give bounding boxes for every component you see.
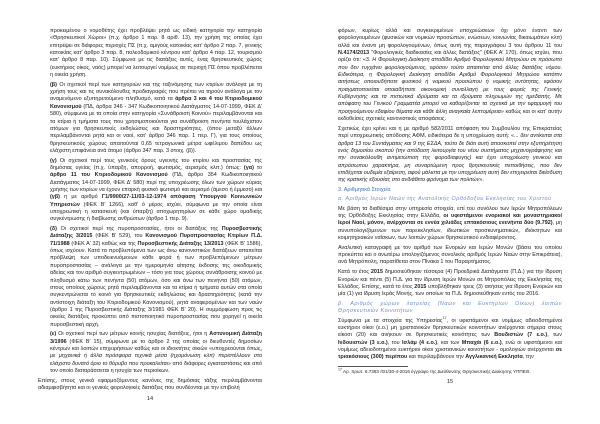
bold-text: Ινδουιστών (3 ε.ο.) bbox=[338, 339, 388, 346]
italic-text: δεν αντίκειται στα άρθρα 13 του Συντάγματος και 9 της ΕΣΔΑ, τούτο δε διότι αυτή αποσκοπεί στην εξυπηρέτηση ενός δημοσίου σκοπού (την απόδοση λειτουργία του νέου συστήματος μηχανογράφησης και την συνακόλουθη αντιμετώπιση της φοροδιαφυγής) και έχει υποχρέωση γενικού και απρόσωπου χαρακτήρα, μη συναρτώμενη προς θρησκευτικές πεποιθήσεις, που δεν επιδέχεται ουδεμία εξαίρεση, αφού μάλιστα με την υποχρέωση αυτή δεν επιχειρείται διείσδυση της κρατικής εξουσίας στο ανδιάθετο φρόνημα των πολιτών bbox=[338, 133, 563, 184]
paragraph bbox=[338, 28, 562, 123]
text-run: Οι σχετικοί περί τους γενικούς όρους υγιεινής του κτιρίου και προστασίας της δημόσιας υγείας (π.χ. ύπαρξη, απορροή, φωτισμός, αερισμός κλπ.) όπως: bbox=[50, 157, 262, 171]
footnote-separator bbox=[338, 366, 408, 367]
page-body bbox=[338, 28, 562, 362]
text-run: και περιλαμβάνουν την bbox=[407, 354, 466, 361]
paragraph bbox=[38, 82, 262, 155]
text-run: υποβλήθηκαν τρεις (3) αιτήσεις για ίδρυση Ενοριών και μία (1) για ίδρυση Ιεράς Μονής, των οποίων τα Π.Δ. δημοσιεύθηκαν εντός του 2016. bbox=[338, 283, 562, 298]
text-run: το bbox=[253, 164, 263, 171]
text-run: Αναλυτική καταγραφή με τον αριθμό των Ενοριών και Ιερών Μονών (βάσει του οποίου προκύπτει και ο ανωτέρω υπολογιζόμενος συνολικός αριθμός Ιερών Ναών στην Επικράτεια), ανά Μητρόπολη, παρατίθεται στον Πίνακα 1 του Παραρτήματος. bbox=[338, 244, 562, 266]
text-run: (ΦΕΚ Β' 1586), όπως ισχύουν. Κατά τα προβλεπόμενα των ως άνω κανονιστικών διατάξεων απαιτείται πρόβλεψη των υποδεικνυόμενων κάθε φορά ή των προβλεπόμενων μέτρων πυροπροστασίας – ανάλογα με την ημερομηνία αίτησης έκδοσης της οικοδομικής αδείας και τον αριθμό συγκεντρωμένων – τόσο για τους χώρους συνάθροισης κοινού με πληθυσμό κάτω των πενήντα (50) ατόμων, όσο και άνω των πενήντα (50) ατόμων, στους οποίους χώρους ρητά περιλαμβάνονται και τα κτίρια ή τμήματα αυτών στα οποία συγκεντρώνεται το κοινό για θρησκευτικές εκδηλώσεις και δραστηριότητες (κατά την αντίστοιχη διάταξη του Κτιριοδομικού Κανονισμού), ρητά αναφερομένων και των ναών (άρθρο 1 της Πυροσβεστικής Διάταξης 3/1981 ΦΕΚ Β' 20). Η συμμόρφωση προς τις οικείες διατάξεις προκύπτει από πιστοποιητικό πυροπροστασίας που χορηγεί η οικεία πυροσβεστική αρχή. bbox=[50, 240, 262, 328]
bold-text: άρθρα 3 και 4 του Κτιριοδομικού Κανονισμού bbox=[50, 96, 262, 110]
paragraph bbox=[338, 269, 562, 298]
text-run: (ΦΕΚ Β' 15), σύμφωνα με το άρθρο 2 της οποίας οι διευθυντές δημοσίων κέντρων και λοιπών επιχειρήσεων καθώς και οι ιδιοκτήτες οικιών «υποχρεούνται όπως, bbox=[50, 338, 262, 352]
bold-text: (γα) bbox=[243, 164, 254, 171]
text-run: Με βάση τα διαθέσιμα στην υπηρεσία στοιχεία, επί του συνόλου των Ιερών Μητροπόλεων της Ορθόδοξης Εκκλησίας στην Ελλάδα, bbox=[338, 205, 562, 220]
footnote bbox=[338, 369, 562, 375]
bold-text: Γ1/9900/27-11/03-12-1974 απόφαση Υπουργού Κοινωνικών Υπηρεσιών bbox=[50, 194, 262, 208]
bold-text: (γ) bbox=[50, 157, 57, 164]
text-run: » καθώς και οι κατ' αυτήν εκδοθείσες σχετικές κανονιστικές αποφάσεις. bbox=[338, 108, 562, 123]
bold-text: Κανονισμού Πυροπροστασίας Κτιρίων Π.Δ. 71/1988 bbox=[50, 233, 263, 247]
paragraph bbox=[38, 158, 262, 224]
text-run: Οι σχετικοί περί των κατηγοριών και της ταξινόμησης των κτιρίων ανάλογα με τη χρήση τους και τις συνακόλουθες προδιαγραφές που πρέπει να τηρούν ανάλογα με τον αναμενόμενο εξυπηρετούμενο πληθυσμό, κατά τα bbox=[50, 81, 262, 103]
page-body bbox=[38, 28, 262, 392]
text-run: δημοσιεύθηκαν τέσσερα (4) Προεδρικά Διατάγματα (Π.Δ.) για την ίδρυση Ενοριών και πέντε (5) Π.Δ. για την ίδρυση Ιερών Μονών σε Μητροπόλεις της Εκκλησίας της Ελλάδος. Επίσης, κατά το έτος bbox=[338, 269, 562, 290]
section-heading bbox=[338, 196, 562, 203]
text-run: » από διάφορες εγκαταστάσεις και από τον οποίο διαταράσσεται η ησυχία των περιοίκων. bbox=[50, 360, 262, 375]
bold-text: σε τριακόσιους (300) περίπου bbox=[338, 347, 562, 361]
text-run: (ΠΔ, άρθρο 354 Κωδικοποιητικού Διατάγματος 14-07-1999, ΦΕΚ Δ' 580) περί της υποχρέωσης όλων των χώρων κύριας χρήσης των κτιρίων να έχουν επαρκή φυσικό φωτισμό και αερισμό (άμεσο ή έμμεσο) και bbox=[50, 172, 262, 193]
section-heading bbox=[338, 301, 562, 316]
text-run: (ΦΕΚ Β' 1266), καθ' ό μέρος ισχύει, σύμφωνα με την οποία είναι υποχρεωτική η κατασκευή (και ύπαρξη) αποχωρητηρίων σε κάθε χώρο ομαδικής συγκέντρωσης ή διαβίωσης ανθρώπων (άρθρο 1 περ. 9). bbox=[50, 201, 262, 223]
page-15 bbox=[338, 28, 562, 386]
bold-text: Ν.4174/2013 bbox=[338, 50, 370, 57]
text-run: Σχετικώς έχει κρίνει και η με αριθμό 582/2011 απόφαση του Συμβουλίου της Επικρατείας περί υποχρεωτικής απόδοσης ΑΦΜ, ειδικότερα δε η υποχρέωση αυτή: «... bbox=[338, 125, 562, 140]
text-run: Οι σχετικοί περί των μέτρων κοινής ησυχίας διατάξεις, ήτοι η bbox=[56, 331, 210, 338]
bold-text: 2015 bbox=[370, 269, 383, 276]
footnote-text: Αρ. πρωτ. 6.7383 /Θ1/30-4-2016 έγγραφο της Διεύθυνσης Θρησκευτικής Διοίκησης ΥΠΠΕΘ. bbox=[342, 368, 531, 374]
text-run: , ενώ οι υφιστάμενοι και νομίμως αδειοδοτημένοι ευκτήριοι οίκοι χριστιανικών κοινοτήτων - ομολογιών ανέρχονται bbox=[338, 339, 562, 354]
text-run: , την bbox=[522, 354, 534, 361]
text-run: φόρων, κυρίως αλλά και συγκεκριμένων υποχρεώσεων όχι μόνο έναντι των φορολογουμένων (φυσικών και νομικών προσώπων, ενώσεων, κοινωνίας δικαιωμάτων κλπ) αλλά και έναντι μη φορολογουμένων, όπως αυτή της παραγράφου 3 του άρθρου 11 του bbox=[338, 28, 562, 49]
text-run: , οι υφιστάμενοι και νομίμως αδειοδοτημένοι ευκτήριοι οίκοι (ε.ο.) μη χριστιανικών θρησκευτικών κοινοτήτων ανέρχονται σήμερα στους είκοσι (20) και ανήκουν σε θρησκευτικές κοινότητες των bbox=[338, 317, 562, 339]
bold-text: άρθρο 11 του Κτιριοδομικού Κανονισμού bbox=[50, 172, 168, 179]
bold-text: Πυροσβεστικής Διάταξης 13/2013 bbox=[137, 240, 224, 247]
bold-text: Αστυνομική Διάταξη 3/1996 bbox=[50, 331, 262, 345]
bold-text: οι υφιστάμενοι ενοριακοί και μοναστηριακοί Ιεροί Ναοί, μόνον, ανέρχονται σε εννέα χιλιάδες επτακόσιους ενενήντα δύο (9.792) bbox=[338, 213, 562, 227]
text-run: "Φορολογικές διαδικασίες και άλλες διατάξεις" (ΦΕΚ Α' 170), όπως ισχύει, που ορίζει ότι: «3. bbox=[338, 50, 562, 64]
text-run: Οι σχετικοί περί της πυροπροστασίας, ήτοι οι διατάξεις της bbox=[56, 226, 222, 233]
page-14 bbox=[38, 28, 262, 404]
bold-text: (β) bbox=[50, 81, 57, 88]
text-run: Σύμφωνα με τα στοιχεία της Υπηρεσίας bbox=[338, 317, 443, 324]
paragraph bbox=[38, 378, 262, 393]
paragraph bbox=[338, 245, 562, 267]
text-run: (ΠΔ, άρθρα 346 - 347 Κωδικοποιητικού Διατάγματος 14-07-1999, ΦΕΚ Δ' 580), σύμφωνα με τα οποία στην κατηγορία «Συνάθροιση Κοινού» περιλαμβάνονται και τα κτίρια ή τμήματα τους που χρησιμοποιούνται για συνάθροιση πενήντα τουλάχιστον ατόμων για θρησκευτικές εκδηλώσεις και δραστηριότητες, (όπου μεταξύ άλλων περιλαμβάνονται ρητά και οι ναοί, κατ' άρθρο 346 παρ. 1 περ. Γ), για τους οποίους θρησκευτικούς χώρους απαιτούνται 0,65 τετραγωνικά μέτρα ωφέλιμου δαπέδου ως ελάχιστη επιφάνεια ανά άτομο (άρθρο 347 παρ. 3 στοιχ. (β)). bbox=[50, 103, 262, 154]
paragraph bbox=[38, 28, 262, 79]
italic-text: Η Φορολογική Διοίκηση αποδίδει Αριθμό Φορολογικού Μητρώου σε πρόσωπο που δεν τυγχάνει φορολογούμενος, εφόσον τούτο απαιτείται από άλλες διατάξεις νόμου. Ειδικότερα, η Φορολογική Διοίκηση αποδίδει Αριθμό Φορολογικού Μητρώου κατόπιν αιτήσεως οποιουδήποτε φυσικού ή νομικού προσώπου ή νομικής οντότητας, εφόσον πραγματοποιείται οποιαδήποτε οικονομική συναλλαγή με τους φορείς της Γενικής Κυβέρνησης και τα πιστωτικά ιδρύματα και τα ιδρύματα πληρωμών της ημεδαπής. Με απόφαση του Γενικού Γραμματέα μπορεί να καθορίζονται τα σχετικά με την εφαρμογή του προηγούμενου εδαφίου θέματα και κάθε άλλη αναγκαία λεπτομέρεια bbox=[338, 57, 562, 115]
paragraph bbox=[38, 331, 262, 375]
text-run: , του bbox=[387, 339, 402, 346]
text-run: προκειμένου ο νομοθέτης έχει προβλέψει ρητά ως ειδική κατηγορία την κατηγορία «Θρησκευτικοί Χώροι» (π.χ. άρθρο 1 παρ. 8 αριθ. 13), την χρήση της οποίας έχει επιτρέψει σε διάφορες περιοχές ΠΣ (π.χ. αμιγούς κατοικίας κατ' άρθρο 2 παρ. 7, γενικής κατοικίας κατ' άρθρο 3 παρ. 8, πολεοδομικού κέντρου κατ' άρθρο 4 παρ. 12, τουρισμού κατ' άρθρο 8 παρ. 10). Σύμφωνα με τις διατάξεις αυτές, ένας θρησκευτικός χώρος (ευκτήριος οίκος, ναός) μπορεί να λειτουργεί νομίμως σε περιοχή ΠΣ όπου προβλέπεται η οικεία χρήση. bbox=[50, 28, 262, 79]
text-run: , των bbox=[547, 332, 562, 339]
bold-text: Αγγλικανική Εκκλησία bbox=[465, 354, 523, 361]
italic-text: με μηχανικά ή άλλα πρόσφορα τεχνικά μέσα (ηχομόνωση κλπ) περιστέλλουν στο ελάχιστο δυνατό όριο το θόρυβο που προκαλείται bbox=[50, 353, 262, 367]
page-number: 15 bbox=[446, 378, 454, 385]
paragraph bbox=[38, 226, 262, 329]
section-heading bbox=[338, 187, 562, 194]
bold-text: (δ) bbox=[50, 226, 57, 233]
text-run: Κατά το έτος bbox=[338, 269, 371, 276]
paragraph bbox=[338, 126, 562, 185]
text-run: , μη συνυπολογιζόμενων των παρεκκλησίων, ιδιωτικών προσκυνηματικών, ιδιόκτητων και κοιμητηριακών ναΐσκων, των λοιπών χώρων θρησκευτικού ενδιαφέροντος. bbox=[338, 220, 562, 242]
footnote-reference: 17 bbox=[442, 315, 447, 320]
bold-text: Μπαχάι (6 ε.ο.) bbox=[461, 339, 502, 346]
bold-text: Βουδιστών (7 ε.ο.) bbox=[494, 332, 548, 339]
page-number: 14 bbox=[146, 396, 154, 403]
text-run: (ΦΕΚ Β' 529), του bbox=[92, 233, 146, 240]
bold-text: (γβ) bbox=[50, 194, 60, 201]
bold-text: Πυροσβεστικής Διάταξης 3/2015 bbox=[50, 226, 262, 240]
text-run: α. Αριθμός Ιερών Ναών της Ανατολικής Ορθόδοξου Εκκλησίας του Χριστού bbox=[338, 196, 552, 203]
text-run: (ΦΕΚ Α' 32) καθώς και της bbox=[69, 240, 138, 247]
bold-text: (ε) bbox=[50, 331, 57, 338]
text-run: Επίσης, στους γενικά εφαρμοζόμενους κανόνες της δημόσιας τάξης περιλαμβάνονται αδιαμφισβήτητα και οι γενικές φορολογικές διατάξεις που συνδέονται με την επιβολή bbox=[38, 377, 262, 392]
bold-text: 2015 bbox=[414, 283, 427, 290]
paragraph bbox=[338, 315, 562, 362]
text-run: ». bbox=[479, 177, 484, 184]
paragraph bbox=[338, 206, 562, 243]
text-run: , και των bbox=[437, 339, 462, 346]
footnote-mark: 17 bbox=[338, 367, 342, 372]
text-run: 3. Αριθμητικά Στοιχεία bbox=[338, 187, 391, 193]
text-run: η με αριθμό bbox=[59, 194, 102, 201]
text-run: β. Αριθμός χώρων λατρείας (Ναών και Ευκτηρίων Οίκων) λοιπών Θρησκευτικών Κοινοτήτων bbox=[338, 300, 562, 315]
bold-text: Ισλάμ (4 ε.ο.) bbox=[402, 339, 438, 346]
